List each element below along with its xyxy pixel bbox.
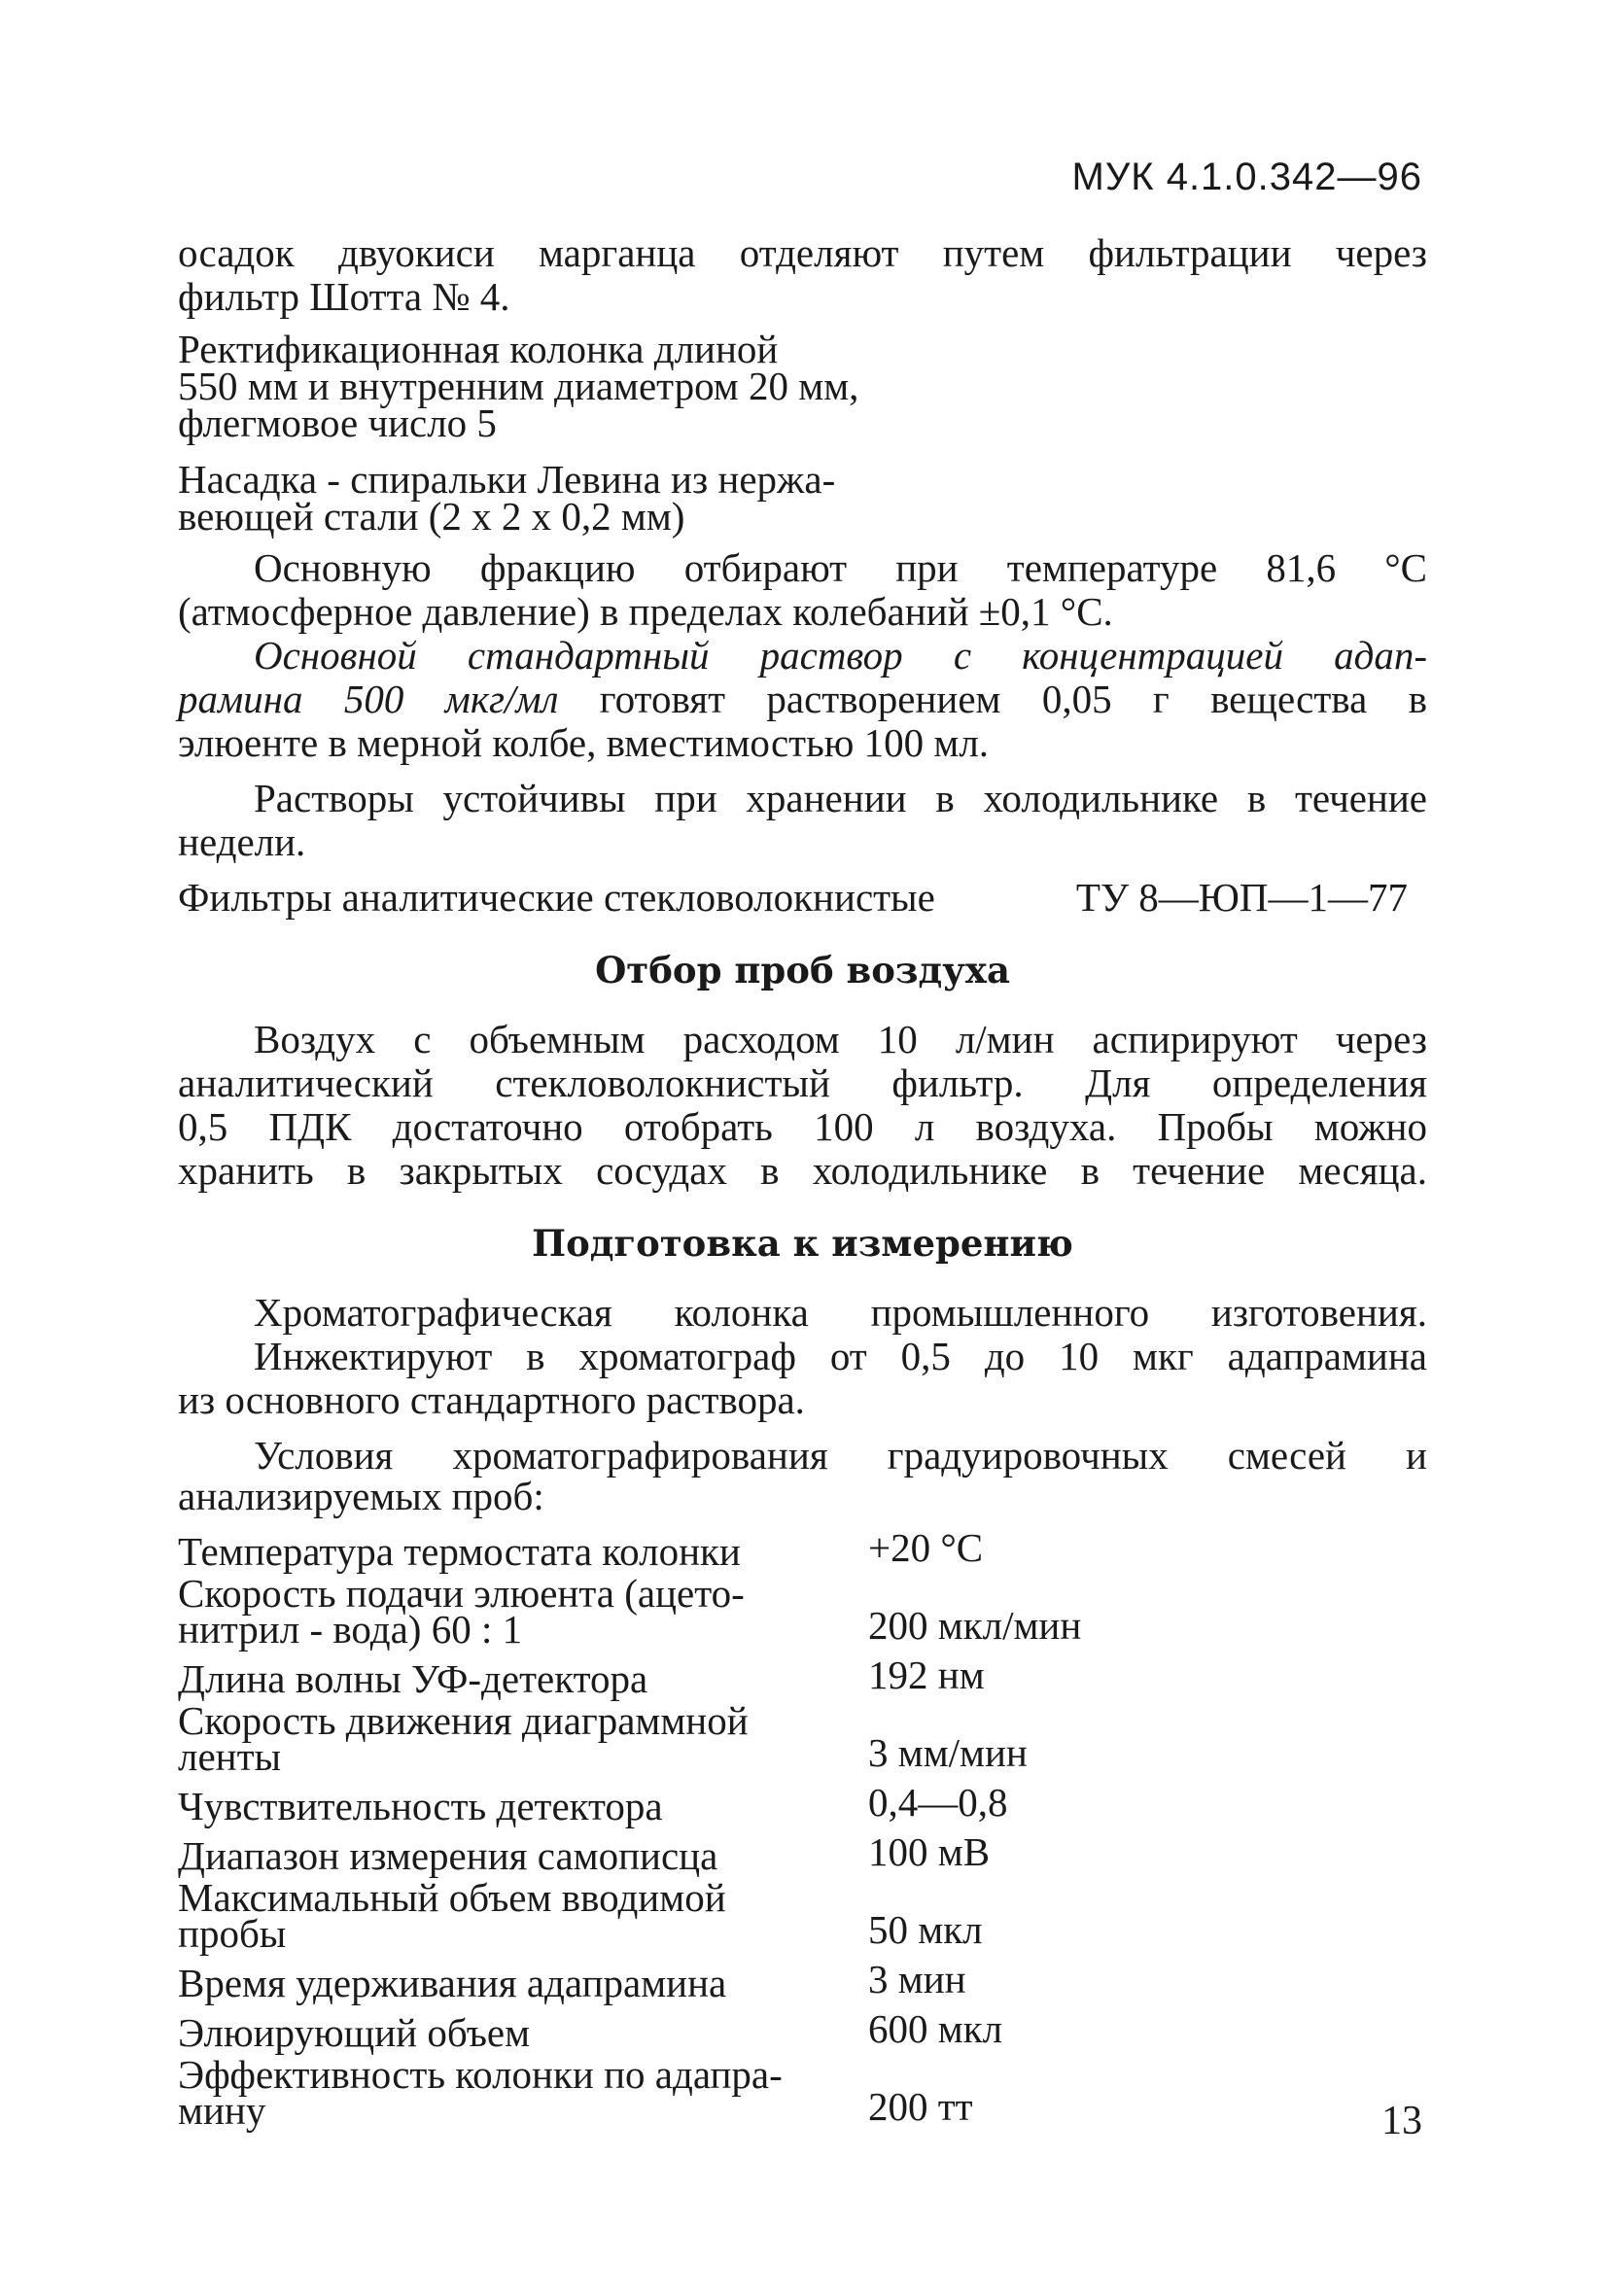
text-span: готовят растворением 0,05 г вещества в — [558, 677, 1427, 721]
text-line: мину — [178, 2088, 266, 2133]
paragraph-stability — [178, 777, 1427, 864]
conditions-row — [178, 2052, 1427, 2133]
condition-parameter — [178, 1529, 868, 1574]
condition-parameter — [178, 1571, 868, 1652]
conditions-row — [178, 2006, 1427, 2055]
condition-value: 200 мкл/мин — [868, 1603, 1082, 1648]
condition-parameter — [178, 1875, 868, 1956]
text-line: Хроматографическая колонка промышленного изготовения. — [254, 1290, 1427, 1335]
text-line: Скорость подачи элюента (ацето- — [178, 1571, 745, 1616]
text-line: Время удерживания адапрамина — [178, 1961, 727, 2005]
text-line: Инжектируют в хроматограф от 0,5 до 10 мкг адапрамина — [254, 1334, 1427, 1378]
paragraph-main-fraction — [178, 546, 1427, 634]
text-line: пробы — [178, 1911, 287, 1956]
page-body — [178, 231, 1427, 2135]
text-line: аналитический стекловолокнистый фильтр. Для определения — [178, 1061, 1427, 1105]
text-line: (атмосферное давление) в пределах колебаний ±0,1 °С. — [178, 589, 1113, 634]
text-line: 550 мм и внутренним диаметром 20 мм, — [178, 364, 859, 408]
text-line: Чувствительность детектора — [178, 1784, 663, 1828]
text-line: 0,5 ПДК достаточно отобрать 100 л воздуха. Пробы можно — [178, 1104, 1427, 1149]
text-line: осадок двуокиси марганца отделяют путем фильтрации через — [178, 230, 1427, 275]
condition-parameter — [178, 2052, 868, 2133]
text-line: нитрил - вода) 60 : 1 — [178, 1607, 523, 1652]
text-line: Скорость движения диаграммной — [178, 1698, 749, 1743]
text-line: Диапазон измерения самописца — [178, 1833, 718, 1878]
filters-spec — [178, 876, 1427, 920]
text-line: из основного стандартного раствора. — [178, 1377, 805, 1422]
conditions-row — [178, 1780, 1427, 1828]
text-line: фильтр Шотта № 4. — [178, 274, 510, 319]
text-line: Основную фракцию отбирают при температуре 81,6 °С — [254, 545, 1427, 590]
paragraph-column — [178, 1291, 1427, 1335]
conditions-row — [178, 1525, 1427, 1574]
condition-value: 200 тт — [868, 2084, 973, 2129]
text-line — [178, 678, 1427, 721]
conditions-row — [178, 1829, 1427, 1878]
packing-spec — [178, 457, 1427, 539]
filters-standard: ТУ 8—ЮП—1—77 — [1075, 875, 1408, 920]
text-line: Растворы устойчивы при хранении в холодильнике в течение — [254, 776, 1427, 820]
condition-parameter — [178, 1784, 868, 1828]
conditions-row — [178, 1698, 1427, 1779]
text-line: Температура термостата колонки — [178, 1529, 741, 1574]
section-heading-sampling: Отбор проб воздуха — [595, 949, 1010, 991]
rectification-column-spec — [178, 327, 1427, 445]
italic-term: рамина 500 мкг/мл — [178, 677, 559, 721]
text-line: Условия хроматографирования градуировочных смесей и — [254, 1433, 1427, 1478]
conditions-row — [178, 1957, 1427, 2005]
text-line: хранить в закрытых сосудах в холодильнике в течение месяца. — [178, 1148, 1427, 1193]
paragraph-injection — [178, 1335, 1427, 1422]
condition-value: 0,4—0,8 — [868, 1780, 1008, 1825]
text-line: анализируемых проб: — [178, 1474, 544, 1518]
condition-parameter — [178, 1961, 868, 2005]
paragraph-standard-solution — [178, 634, 1427, 765]
condition-parameter — [178, 2010, 868, 2055]
text-line: ленты — [178, 1734, 282, 1779]
paragraph-conditions-intro — [178, 1433, 1427, 1518]
text-line: Эффективность колонки по адапра- — [178, 2052, 783, 2097]
condition-value: +20 °С — [868, 1525, 984, 1570]
text-line: Ректификационная колонка длиной — [178, 327, 779, 371]
condition-value: 3 мин — [868, 1957, 966, 2001]
section-heading-preparation: Подготовка к измерению — [532, 1222, 1073, 1265]
text-line: Длина волны УФ-детектора — [178, 1656, 648, 1701]
paragraph-sampling — [178, 1018, 1427, 1193]
text-line: Максимальный объем вводимой — [178, 1875, 726, 1920]
condition-value: 3 мм/мин — [868, 1730, 1028, 1775]
conditions-row — [178, 1571, 1427, 1652]
condition-parameter — [178, 1656, 868, 1701]
condition-parameter — [178, 1833, 868, 1878]
filters-name: Фильтры аналитические стекловолокнистые — [178, 875, 935, 920]
condition-value: 600 мкл — [868, 2006, 1003, 2051]
text-line: Насадка - спиральки Левина из нержа- — [178, 457, 836, 502]
text-line: Элюирующий объем — [178, 2010, 531, 2055]
conditions-row — [178, 1652, 1427, 1701]
text-line: Основной стандартный раствор с концентрацией адап- — [254, 633, 1427, 678]
conditions-row — [178, 1875, 1427, 1956]
condition-value: 50 мкл — [868, 1907, 983, 1952]
condition-parameter — [178, 1698, 868, 1779]
condition-value: 100 мВ — [868, 1829, 991, 1874]
condition-value: 192 нм — [868, 1652, 985, 1697]
conditions-table — [178, 1525, 1427, 2133]
text-line: веющей стали (2 х 2 х 0,2 мм) — [178, 494, 685, 539]
paragraph-filtration — [178, 231, 1427, 319]
page-number: 13 — [1381, 2099, 1422, 2143]
text-line: флегмовое число 5 — [178, 400, 497, 445]
text-line: недели. — [178, 819, 306, 864]
text-line: Воздух с объемным расходом 10 л/мин аспирируют через — [254, 1017, 1427, 1061]
document-code: МУК 4.1.0.342—96 — [1071, 156, 1422, 198]
text-line: элюенте в мерной колбе, вместимостью 100 мл. — [178, 720, 990, 765]
